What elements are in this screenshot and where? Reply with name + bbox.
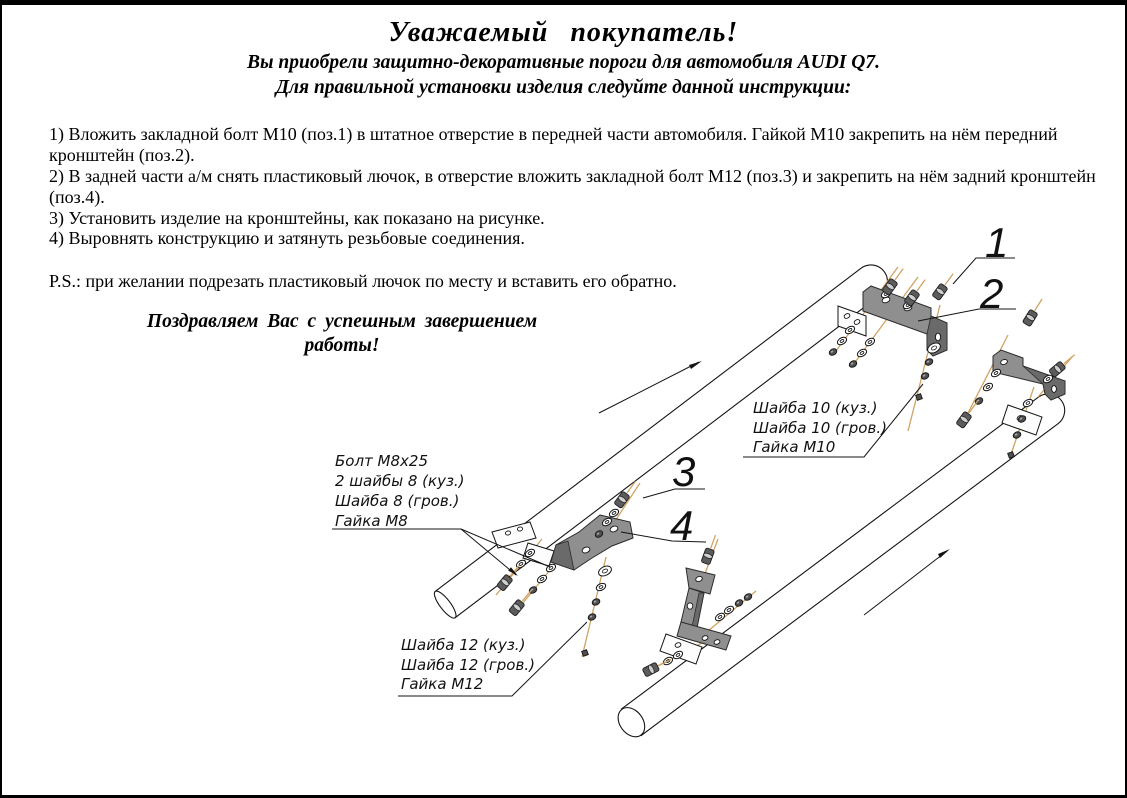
label-line: Шайба 8 (гров.) — [335, 492, 460, 510]
washer — [597, 564, 613, 578]
step-2: 2) В задней части а/м снять пластиковый лючок, в отверстие вложить закладной болт М12 (поз.3) и закрепить на нём задний кронштейн (поз.4). — [49, 165, 1096, 207]
nut — [924, 357, 934, 366]
front-bracket-assembly-right — [956, 296, 1078, 458]
bolt-m8 — [508, 587, 534, 616]
washer — [723, 605, 735, 616]
nut — [734, 598, 744, 607]
washer — [595, 582, 607, 592]
fastener-label-front — [743, 384, 923, 457]
label-line: 2 шайбы 8 (куз.) — [335, 472, 465, 490]
congrats-line1: Поздравляем Вас с успешным завершением — [146, 311, 538, 332]
label-line: Шайба 12 (гров.) — [401, 656, 535, 674]
subtitle-line2: Для правильной установки изделия следуйте данной инструкции: — [275, 77, 852, 98]
arrowhead-icon — [689, 361, 702, 369]
anchor-bolt-m10 — [1022, 296, 1046, 326]
label-line: Гайка М12 — [401, 675, 484, 693]
square-nut — [582, 650, 589, 657]
callout-number-3: 3 — [672, 448, 696, 495]
bolt — [1049, 351, 1078, 377]
label-line: Шайба 10 (куз.) — [753, 399, 878, 417]
label-line: Шайба 12 (куз.) — [401, 636, 526, 654]
step-1: 1) Вложить закладной болт М10 (поз.1) в штатное отверстие в передней части автомобиля. Гайкой М10 закрепить на нём передний кронштейн (поз.2). — [49, 124, 1058, 165]
fastener-label-rear — [398, 622, 587, 696]
washer — [714, 612, 726, 623]
nut — [591, 598, 601, 607]
label-line: Гайка М10 — [753, 438, 836, 456]
subtitle-line1: Вы приобрели защитно-декоративные пороги для автомобиля AUDI Q7. — [247, 52, 880, 73]
label-line: Гайка М8 — [335, 512, 408, 530]
callout-number-2: 2 — [980, 270, 1004, 317]
label-line: Болт М8х25 — [335, 452, 429, 470]
ps-note: P.S.: при желании подрезать пластиковый лючок по месту и вставить его обратно. — [49, 271, 677, 291]
square-nut — [1008, 452, 1015, 459]
washer — [856, 348, 868, 359]
installation-diagram — [2, 5, 1127, 798]
callout-number-1: 1 — [985, 219, 1009, 266]
washer — [864, 337, 876, 348]
nut — [587, 613, 597, 622]
step-3: 3) Установить изделие на кронштейны, как показано на рисунке. — [49, 207, 545, 228]
congrats-line2: работы! — [304, 335, 380, 357]
step-4: 4) Выровнять конструкцию и затянуть резьбовые соединения. — [49, 228, 525, 249]
anchor-bolt-m10 — [932, 271, 957, 301]
page-title: Уважаемый покупатель! — [388, 17, 739, 48]
label-line: Шайба 10 (гров.) — [753, 419, 887, 437]
nut — [828, 347, 838, 356]
square-nut — [916, 394, 923, 401]
anchor-bolt-m12 — [701, 534, 720, 565]
callout-number-4: 4 — [670, 502, 694, 549]
arrowhead-icon — [938, 549, 950, 558]
